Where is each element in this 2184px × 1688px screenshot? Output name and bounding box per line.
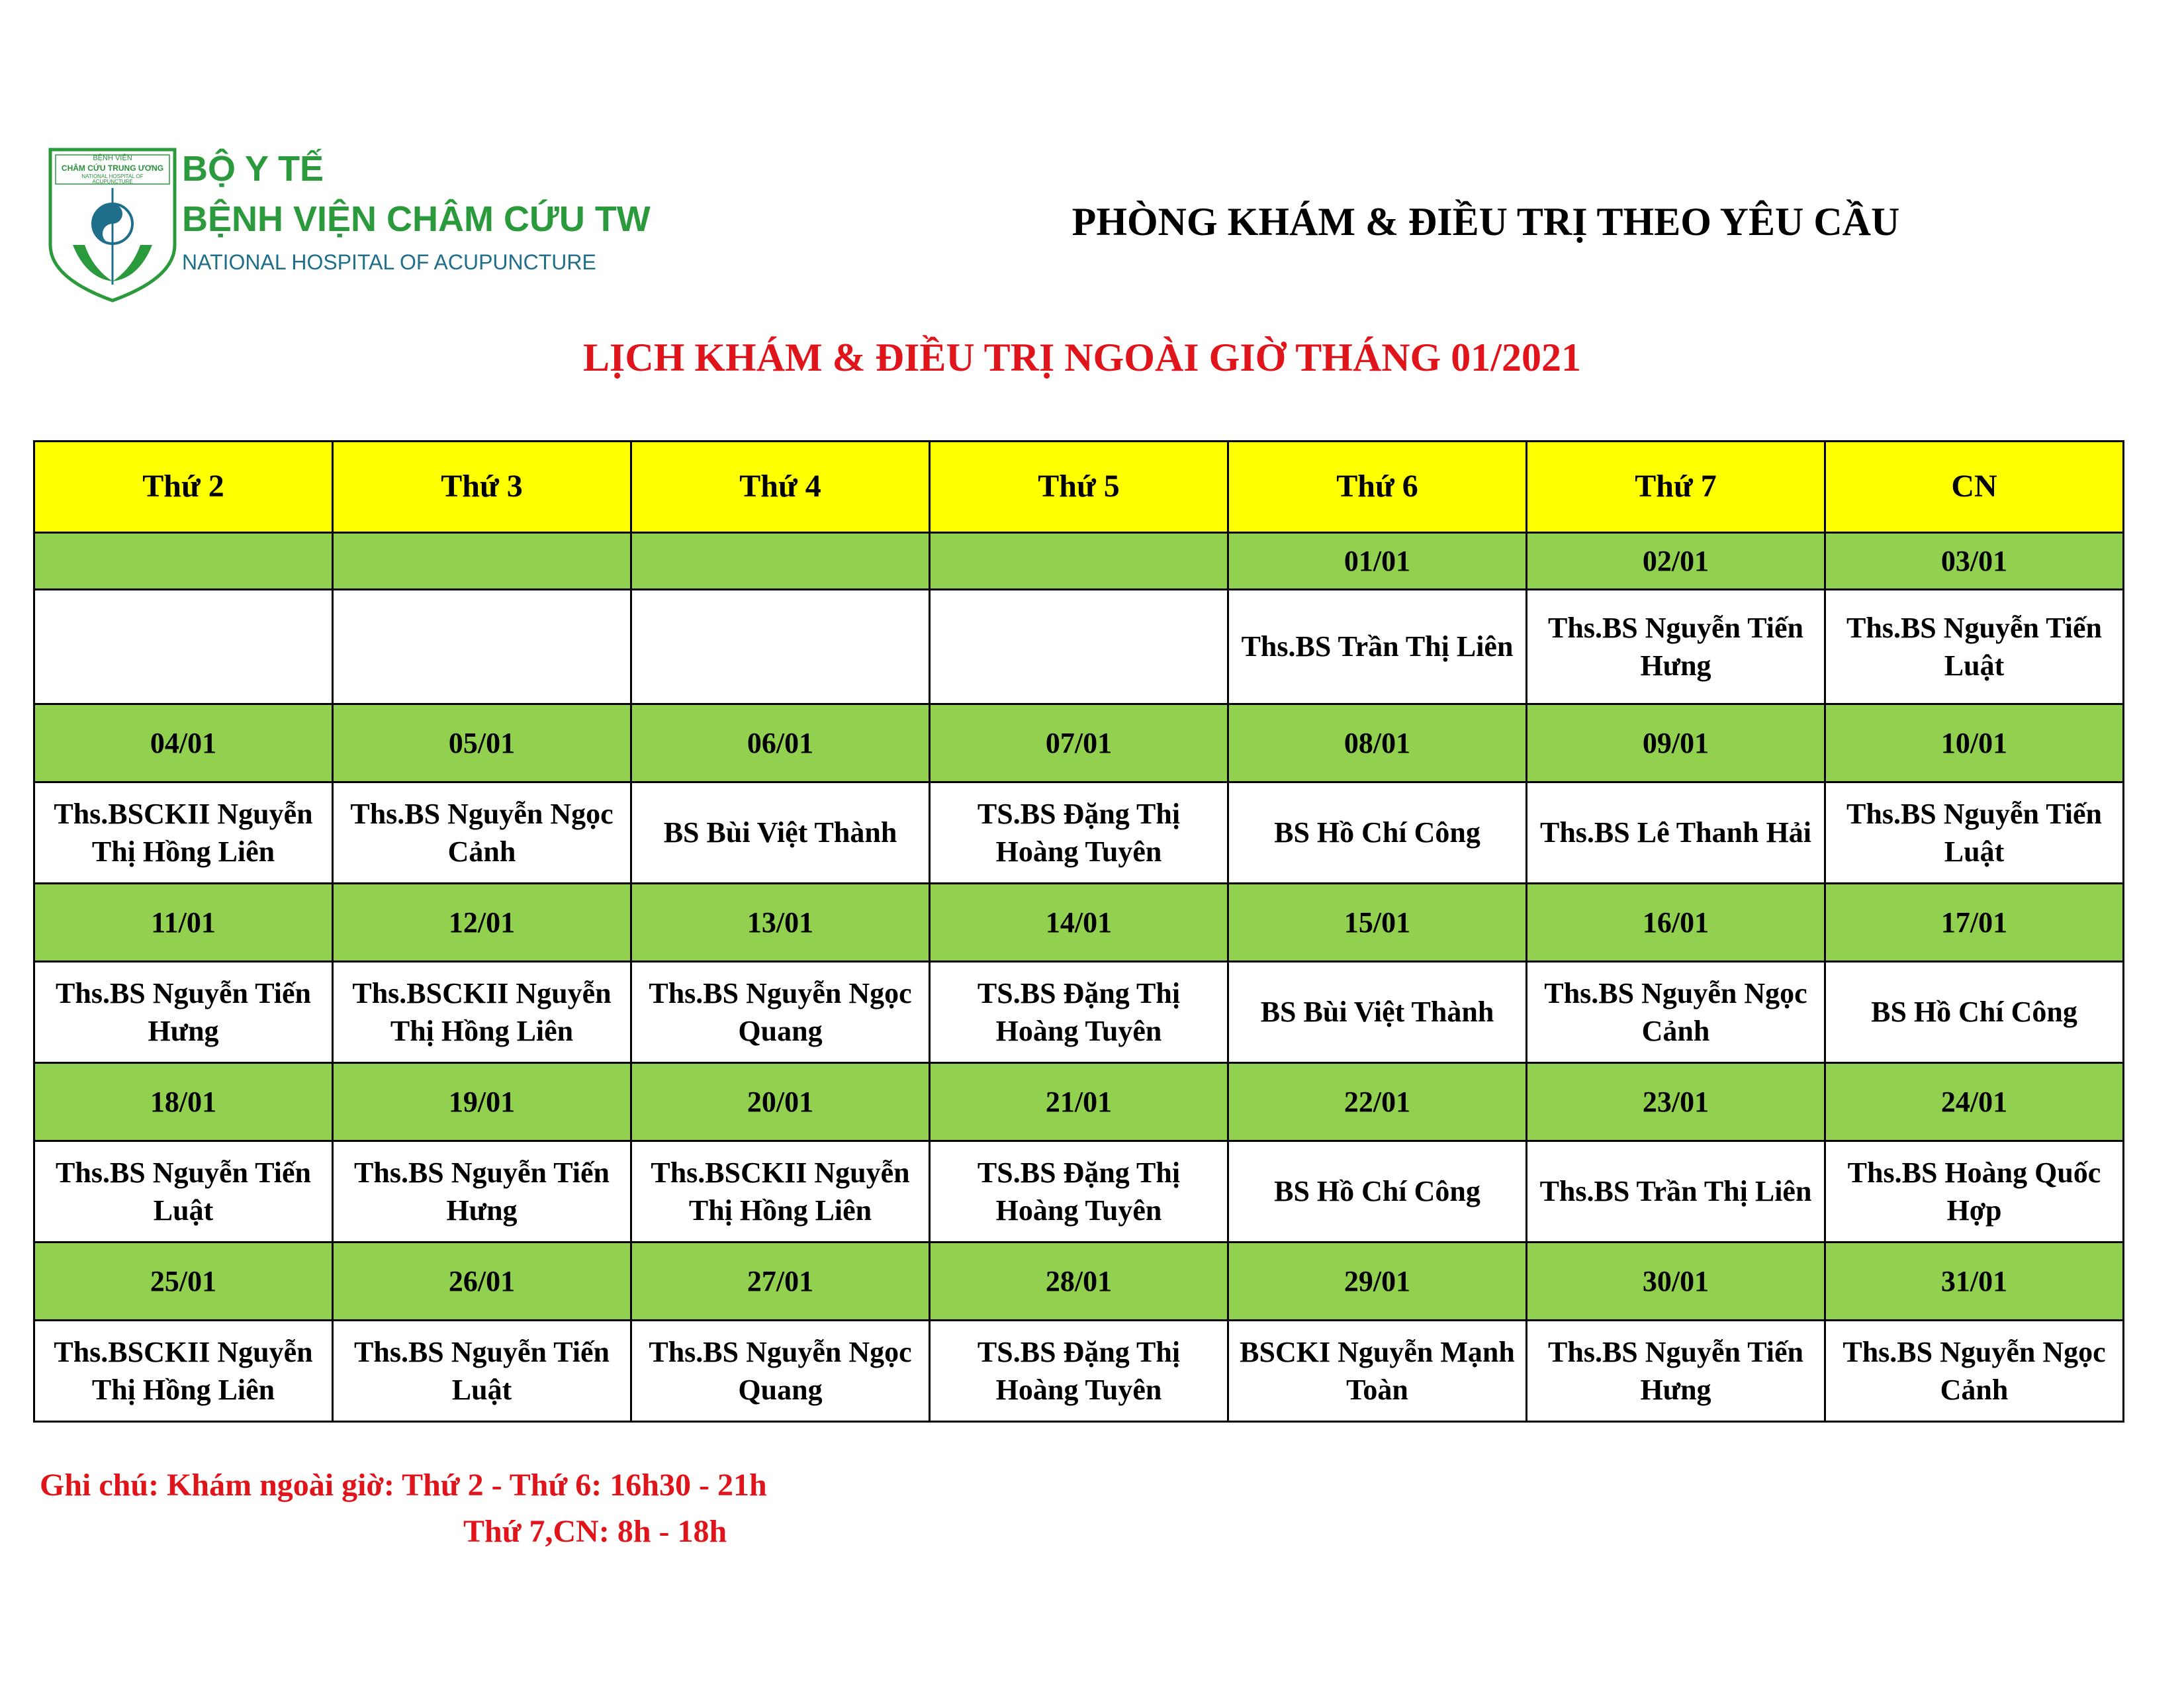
doctor-cell: BS Bùi Việt Thành <box>631 782 930 884</box>
date-cell: 05/01 <box>333 704 631 782</box>
column-header: CN <box>1825 442 2124 533</box>
date-cell: 11/01 <box>34 884 333 962</box>
doctor-cell: BS Hồ Chí Công <box>1825 962 2124 1063</box>
date-cell: 18/01 <box>34 1063 333 1141</box>
column-header: Thứ 3 <box>333 442 631 533</box>
date-cell: 02/01 <box>1527 533 1825 590</box>
date-cell: 26/01 <box>333 1243 631 1321</box>
doctor-cell: Ths.BS Nguyễn Tiến Hưng <box>1527 590 1825 704</box>
doctor-row <box>34 1321 2124 1422</box>
doctor-row <box>34 782 2124 884</box>
date-cell: 07/01 <box>930 704 1228 782</box>
schedule-title: LỊCH KHÁM & ĐIỀU TRỊ NGOÀI GIỜ THÁNG 01/2021 <box>583 336 1581 379</box>
column-header: Thứ 6 <box>1228 442 1527 533</box>
date-row <box>34 884 2124 962</box>
date-cell <box>333 533 631 590</box>
doctor-cell: Ths.BSCKII Nguyễn Thị Hồng Liên <box>631 1141 930 1243</box>
doctor-cell <box>930 590 1228 704</box>
doctor-cell: Ths.BS Hoàng Quốc Hợp <box>1825 1141 2124 1243</box>
date-cell: 08/01 <box>1228 704 1527 782</box>
date-cell: 19/01 <box>333 1063 631 1141</box>
date-cell: 20/01 <box>631 1063 930 1141</box>
column-header: Thứ 2 <box>34 442 333 533</box>
doctor-cell: BS Bùi Việt Thành <box>1228 962 1527 1063</box>
doctor-cell: Ths.BS Nguyễn Tiến Luật <box>1825 782 2124 884</box>
date-cell: 31/01 <box>1825 1243 2124 1321</box>
date-cell <box>631 533 930 590</box>
doctor-cell: Ths.BSCKII Nguyễn Thị Hồng Liên <box>333 962 631 1063</box>
date-cell: 17/01 <box>1825 884 2124 962</box>
logo-ministry-name: BỘ Y TẾ <box>182 149 324 189</box>
logo-hospital-english-name: NATIONAL HOSPITAL OF ACUPUNCTURE <box>182 250 596 274</box>
date-row <box>34 1243 2124 1321</box>
date-cell: 15/01 <box>1228 884 1527 962</box>
doctor-cell: Ths.BS Nguyễn Ngọc Cảnh <box>333 782 631 884</box>
doctor-cell <box>631 590 930 704</box>
date-cell: 16/01 <box>1527 884 1825 962</box>
doctor-cell: Ths.BS Nguyễn Ngọc Cảnh <box>1527 962 1825 1063</box>
date-cell: 22/01 <box>1228 1063 1527 1141</box>
doctor-cell: Ths.BS Nguyễn Ngọc Quang <box>631 962 930 1063</box>
logo-hospital-name: BỆNH VIỆN CHÂM CỨU TW <box>182 199 651 239</box>
doctor-cell: Ths.BS Nguyễn Tiến Luật <box>34 1141 333 1243</box>
date-cell: 14/01 <box>930 884 1228 962</box>
doctor-row <box>34 962 2124 1063</box>
logo-tiny-line2: CHÂM CỨU TRUNG ƯƠNG <box>61 164 164 173</box>
doctor-cell: Ths.BS Trần Thị Liên <box>1527 1141 1825 1243</box>
doctor-cell <box>333 590 631 704</box>
doctor-cell: BSCKI Nguyễn Mạnh Toàn <box>1228 1321 1527 1422</box>
logo-tiny-line1: BỆNH VIỆN <box>93 154 132 162</box>
doctor-cell: Ths.BS Nguyễn Tiến Luật <box>1825 590 2124 704</box>
date-cell: 21/01 <box>930 1063 1228 1141</box>
date-cell: 12/01 <box>333 884 631 962</box>
date-cell: 03/01 <box>1825 533 2124 590</box>
date-cell: 06/01 <box>631 704 930 782</box>
doctor-cell: Ths.BSCKII Nguyễn Thị Hồng Liên <box>34 782 333 884</box>
date-cell: 25/01 <box>34 1243 333 1321</box>
date-cell: 24/01 <box>1825 1063 2124 1141</box>
doctor-cell: Ths.BS Nguyễn Tiến Hưng <box>333 1141 631 1243</box>
date-cell: 04/01 <box>34 704 333 782</box>
date-cell: 09/01 <box>1527 704 1825 782</box>
doctor-cell: Ths.BS Nguyễn Tiến Hưng <box>1527 1321 1825 1422</box>
doctor-cell: TS.BS Đặng Thị Hoàng Tuyên <box>930 1141 1228 1243</box>
doctor-cell: Ths.BS Lê Thanh Hải <box>1527 782 1825 884</box>
note-hours-weekday: Ghi chú: Khám ngoài giờ: Thứ 2 - Thứ 6: 16h30 - 21h <box>40 1468 767 1503</box>
schedule-table <box>33 440 2124 1423</box>
column-header: Thứ 5 <box>930 442 1228 533</box>
doctor-cell: TS.BS Đặng Thị Hoàng Tuyên <box>930 782 1228 884</box>
date-cell: 27/01 <box>631 1243 930 1321</box>
doctor-cell: Ths.BS Nguyễn Ngọc Quang <box>631 1321 930 1422</box>
date-cell: 30/01 <box>1527 1243 1825 1321</box>
date-cell: 23/01 <box>1527 1063 1825 1141</box>
date-row <box>34 533 2124 590</box>
column-header: Thứ 7 <box>1527 442 1825 533</box>
doctor-cell: Ths.BS Nguyễn Tiến Hưng <box>34 962 333 1063</box>
doctor-cell: BS Hồ Chí Công <box>1228 782 1527 884</box>
doctor-cell: Ths.BSCKII Nguyễn Thị Hồng Liên <box>34 1321 333 1422</box>
column-header: Thứ 4 <box>631 442 930 533</box>
doctor-cell: TS.BS Đặng Thị Hoàng Tuyên <box>930 1321 1228 1422</box>
table-header-row <box>34 442 2124 533</box>
doctor-cell: TS.BS Đặng Thị Hoàng Tuyên <box>930 962 1228 1063</box>
doctor-cell <box>34 590 333 704</box>
clinic-title: PHÒNG KHÁM & ĐIỀU TRỊ THEO YÊU CẦU <box>1071 200 1900 244</box>
date-cell: 01/01 <box>1228 533 1527 590</box>
doctor-row <box>34 590 2124 704</box>
logo-tiny-line3: NATIONAL HOSPITAL OF ACUPUNCTURE <box>81 173 144 185</box>
date-cell: 28/01 <box>930 1243 1228 1321</box>
date-cell <box>34 533 333 590</box>
doctor-cell: Ths.BS Trần Thị Liên <box>1228 590 1527 704</box>
date-row <box>34 1063 2124 1141</box>
doctor-cell: Ths.BS Nguyễn Ngọc Cảnh <box>1825 1321 2124 1422</box>
date-row <box>34 704 2124 782</box>
date-cell <box>930 533 1228 590</box>
date-cell: 10/01 <box>1825 704 2124 782</box>
note-hours-weekend: Thứ 7,CN: 8h - 18h <box>463 1514 727 1549</box>
hospital-logo <box>46 146 651 305</box>
doctor-cell: Ths.BS Nguyễn Tiến Luật <box>333 1321 631 1422</box>
doctor-cell: BS Hồ Chí Công <box>1228 1141 1527 1243</box>
doctor-row <box>34 1141 2124 1243</box>
date-cell: 29/01 <box>1228 1243 1527 1321</box>
date-cell: 13/01 <box>631 884 930 962</box>
